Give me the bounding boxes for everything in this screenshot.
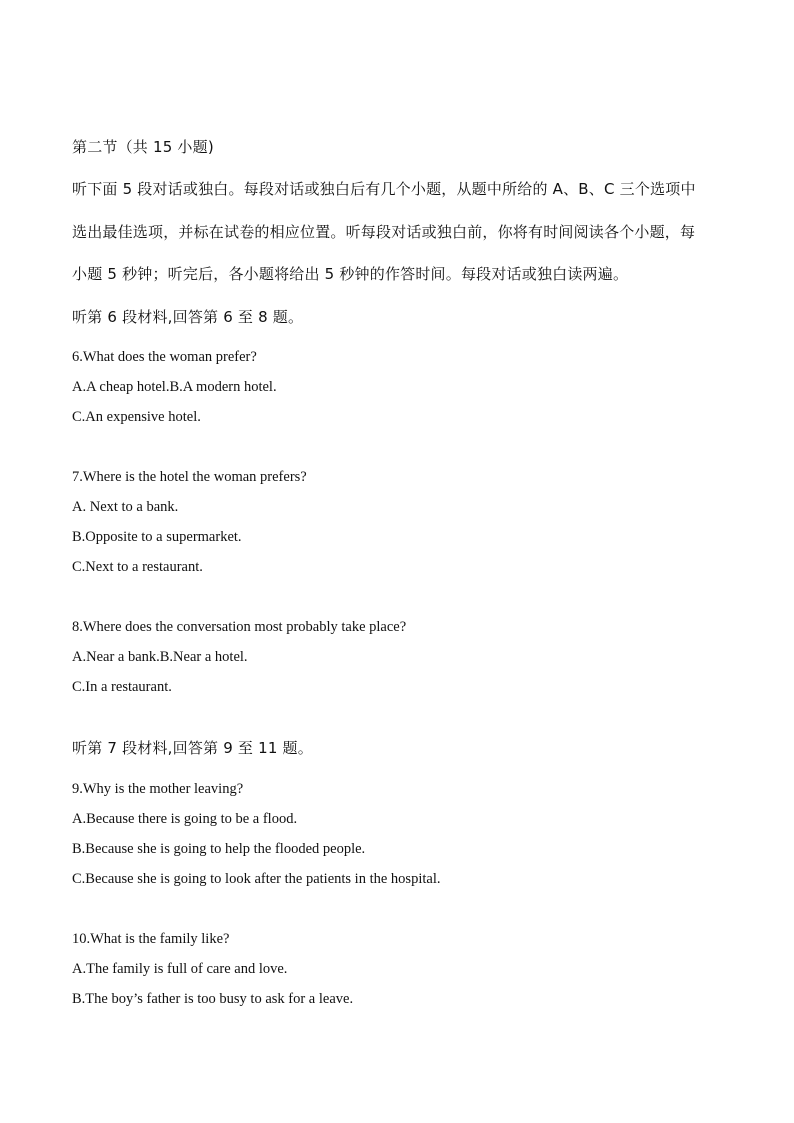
question-7-option-b: B.Opposite to a supermarket.	[72, 529, 242, 545]
question-9-option-c: C.Because she is going to look after the patients in the hospital.	[72, 871, 441, 887]
question-6-stem: 6.What does the woman prefer?	[72, 349, 257, 365]
intro-line-1: 听下面 5 段对话或独白。每段对话或独白后有几个小题，从题中所给的 A、B、C 三个选项中	[72, 180, 696, 198]
question-9-option-b: B.Because she is going to help the flooded people.	[72, 841, 366, 857]
question-7-option-a: A. Next to a bank.	[72, 499, 179, 515]
section-title: 第二节（共 15 小题)	[72, 138, 214, 156]
question-10-option-b: B.The boy’s father is too busy to ask for a leave.	[72, 991, 354, 1007]
question-9-stem: 9.Why is the mother leaving?	[72, 781, 244, 797]
group-heading-6: 听第 6 段材料,回答第 6 至 8 题。	[72, 308, 304, 326]
question-7-stem: 7.Where is the hotel the woman prefers?	[72, 469, 307, 485]
question-7-option-c: C.Next to a restaurant.	[72, 559, 203, 575]
intro-line-2: 选出最佳选项，并标在试卷的相应位置。听每段对话或独白前，你将有时间阅读各个小题，每	[72, 223, 696, 241]
question-8-stem: 8.Where does the conversation most probably take place?	[72, 619, 407, 635]
question-10-stem: 10.What is the family like?	[72, 931, 230, 947]
group-heading-7: 听第 7 段材料,回答第 9 至 11 题。	[72, 739, 313, 757]
question-9-option-a: A.Because there is going to be a flood.	[72, 811, 298, 827]
question-6-option-c: C.An expensive hotel.	[72, 409, 201, 425]
question-10-option-a: A.The family is full of care and love.	[72, 961, 288, 977]
question-6-option-ab: A.A cheap hotel.B.A modern hotel.	[72, 379, 277, 395]
question-8-option-c: C.In a restaurant.	[72, 679, 172, 695]
intro-line-3: 小题 5 秒钟；听完后，各小题将给出 5 秒钟的作答时间。每段对话或独白读两遍。	[72, 265, 629, 283]
question-8-option-ab: A.Near a bank.B.Near a hotel.	[72, 649, 248, 665]
